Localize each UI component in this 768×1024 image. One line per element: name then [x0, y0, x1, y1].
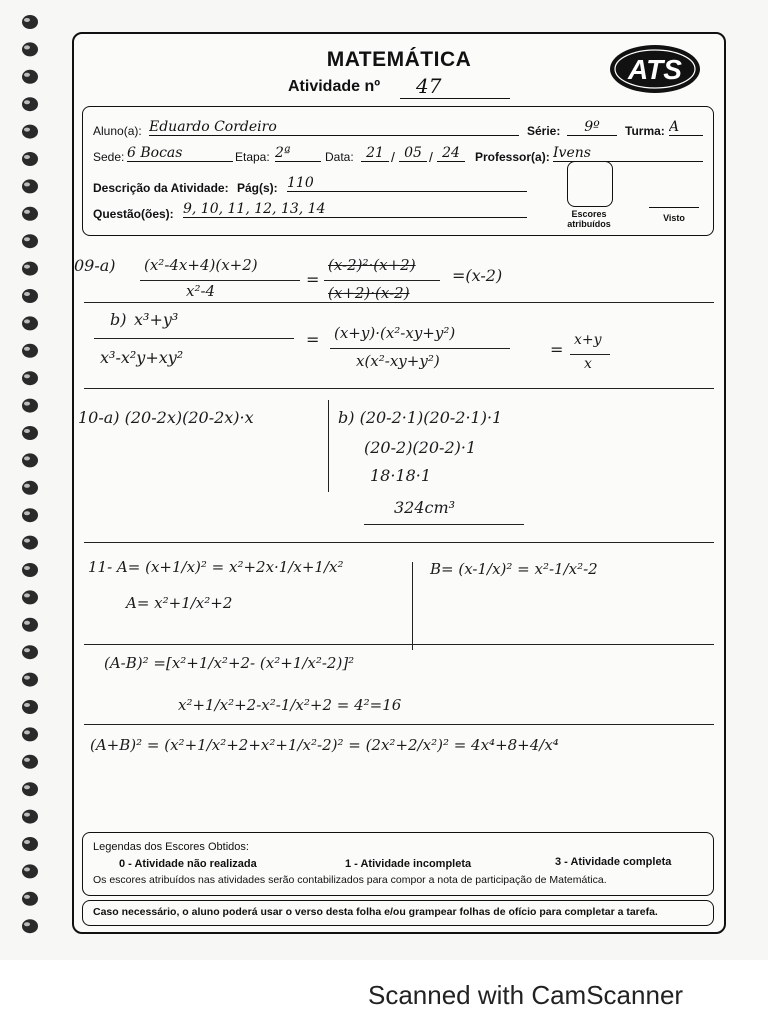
visto-line [649, 207, 699, 208]
questoes-label: Questão(ões): [93, 207, 174, 221]
pag-label: Pág(s): [237, 181, 278, 195]
spiral-ring [22, 179, 38, 193]
page-title: MATEMÁTICA [326, 48, 472, 71]
score-box [567, 161, 613, 207]
q9b-result-denominator: x [584, 356, 592, 372]
student-info-box [82, 106, 714, 236]
q9b-result-numerator: x+y [574, 332, 602, 348]
spiral-ring [22, 97, 38, 111]
q9b-label: b) [110, 310, 127, 329]
legend-item-0: 0 - Atividade não realizada [119, 858, 257, 870]
turma-field: A [669, 119, 703, 136]
data-label: Data: [325, 150, 354, 164]
spiral-ring [22, 426, 38, 440]
questoes-field: 9, 10, 11, 12, 13, 14 [183, 201, 527, 218]
fraction-bar [324, 280, 440, 281]
aluno-label: Aluno(a): [93, 124, 142, 138]
footer-note: Caso necessário, o aluno poderá usar o verso desta folha e/ou grampear folhas de ofício para completar a tarefa. [93, 906, 658, 918]
spiral-ring [22, 344, 38, 358]
fraction-bar [140, 280, 300, 281]
spiral-ring [22, 15, 38, 29]
legend-item-1: 1 - Atividade incompleta [345, 858, 472, 870]
data-month: 05 [399, 145, 427, 162]
q10b-line1: b) (20-2·1)(20-2·1)·1 [338, 408, 503, 427]
equals-sign: = [550, 340, 564, 359]
spiral-ring [22, 782, 38, 796]
spiral-ring [22, 371, 38, 385]
spiral-ring [22, 207, 38, 221]
legend-item-3: 3 - Atividade completa [555, 856, 672, 868]
legend-note: Os escores atribuídos nas atividades serão contabilizados para compor a nota de participação de Matemática. [93, 874, 607, 886]
spiral-ring [22, 864, 38, 878]
spiral-ring [22, 316, 38, 330]
q10b-line2: (20-2)(20-2)·1 [364, 438, 477, 457]
pag-field: 110 [287, 175, 527, 192]
score-legend [82, 832, 714, 896]
question-divider [84, 542, 714, 543]
fraction-bar [570, 354, 610, 355]
q9b-mid-denominator: x(x²-xy+y²) [356, 352, 440, 370]
activity-label: Atividade nº [288, 78, 381, 95]
etapa-label: Etapa: [235, 150, 270, 164]
spiral-ring [22, 70, 38, 84]
professor-label: Professor(a): [475, 150, 550, 164]
turma-label: Turma: [625, 124, 665, 138]
q12-line1: (A-B)² =[x²+1/x²+2- (x²+1/x²-2)]² [104, 654, 355, 672]
column-divider [412, 562, 413, 650]
activity-number: 47 [400, 74, 510, 99]
spiral-ring [22, 727, 38, 741]
spiral-ring [22, 700, 38, 714]
footer-note-box [82, 900, 714, 926]
ats-logo [608, 42, 702, 96]
underline [364, 524, 524, 525]
spiral-ring [22, 673, 38, 687]
serie-field: 9º [567, 119, 617, 136]
q10b-line3: 18·18·1 [370, 466, 432, 485]
spiral-ring [22, 892, 38, 906]
legend-title: Legendas dos Escores Obtidos: [93, 841, 249, 853]
q11-line2: A= x²+1/x²+2 [126, 594, 233, 612]
descricao-label: Descrição da Atividade: [93, 181, 229, 195]
professor-field: Ivens [553, 145, 703, 162]
etapa-field: 2ª [275, 145, 321, 162]
q9b-denominator: x³-x²y+xy² [100, 348, 184, 367]
q10b-line4: 324cm³ [394, 498, 456, 517]
spiral-ring [22, 755, 38, 769]
q13-line1: (A+B)² = (x²+1/x²+2+x²+1/x²-2)² = (2x²+2/x²)² = 4x⁴+8+4/x⁴ [90, 736, 559, 754]
column-divider [328, 400, 329, 492]
q12-line2: x²+1/x²+2-x²-1/x²+2 = 4²=16 [178, 696, 402, 714]
q9a-denominator: x²-4 [186, 282, 216, 300]
spiral-ring [22, 919, 38, 933]
sede-label: Sede: [93, 150, 125, 164]
q9a-label: 09-a) [74, 256, 116, 275]
date-separator: / [429, 149, 433, 165]
data-day: 21 [361, 145, 389, 162]
question-divider [84, 388, 714, 389]
question-divider [84, 302, 714, 303]
spiral-ring [22, 152, 38, 166]
sede-field: 6 Bocas [127, 145, 233, 162]
spiral-ring [22, 590, 38, 604]
logo-text: ATS [628, 54, 682, 85]
spiral-ring [22, 618, 38, 632]
q9b-mid-numerator: (x+y)·(x²-xy+y²) [334, 324, 456, 342]
spiral-ring [22, 453, 38, 467]
spiral-binding [8, 10, 48, 960]
spiral-ring [22, 234, 38, 248]
spiral-ring [22, 536, 38, 550]
q9a-numerator: (x²-4x+4)(x+2) [144, 256, 258, 274]
spiral-ring [22, 289, 38, 303]
spiral-ring [22, 125, 38, 139]
date-separator: / [391, 149, 395, 165]
q9a-mid-denominator: (x+2)·(x-2) [328, 284, 410, 302]
q11-line1: 11- A= (x+1/x)² = x²+2x·1/x+1/x² [88, 558, 344, 576]
q9b-numerator: x³+y³ [134, 310, 179, 329]
escores-label: Escores atribuídos [567, 209, 611, 229]
spiral-ring [22, 262, 38, 276]
aluno-field: Eduardo Cordeiro [149, 119, 519, 136]
equals-sign: = [306, 330, 320, 349]
spiral-ring [22, 645, 38, 659]
equals-sign: = [306, 270, 320, 289]
spiral-ring [22, 563, 38, 577]
q9a-result: =(x-2) [452, 266, 503, 285]
data-year: 24 [437, 145, 465, 162]
serie-label: Série: [527, 124, 561, 138]
spiral-ring [22, 810, 38, 824]
worksheet [72, 32, 726, 934]
spiral-ring [22, 508, 38, 522]
spiral-ring [22, 399, 38, 413]
question-divider [84, 644, 714, 645]
visto-label: Visto [663, 213, 685, 223]
q9a-mid-numerator: (x-2)²·(x+2) [328, 256, 416, 274]
q10a: 10-a) (20-2x)(20-2x)·x [78, 408, 254, 427]
fraction-bar [330, 348, 510, 349]
spiral-ring [22, 837, 38, 851]
spiral-ring [22, 42, 38, 56]
spiral-ring [22, 481, 38, 495]
question-divider [84, 724, 714, 725]
scanner-watermark: Scanned with CamScanner [368, 980, 684, 1010]
q11-b: B= (x-1/x)² = x²-1/x²-2 [430, 560, 598, 578]
fraction-bar [94, 338, 294, 339]
